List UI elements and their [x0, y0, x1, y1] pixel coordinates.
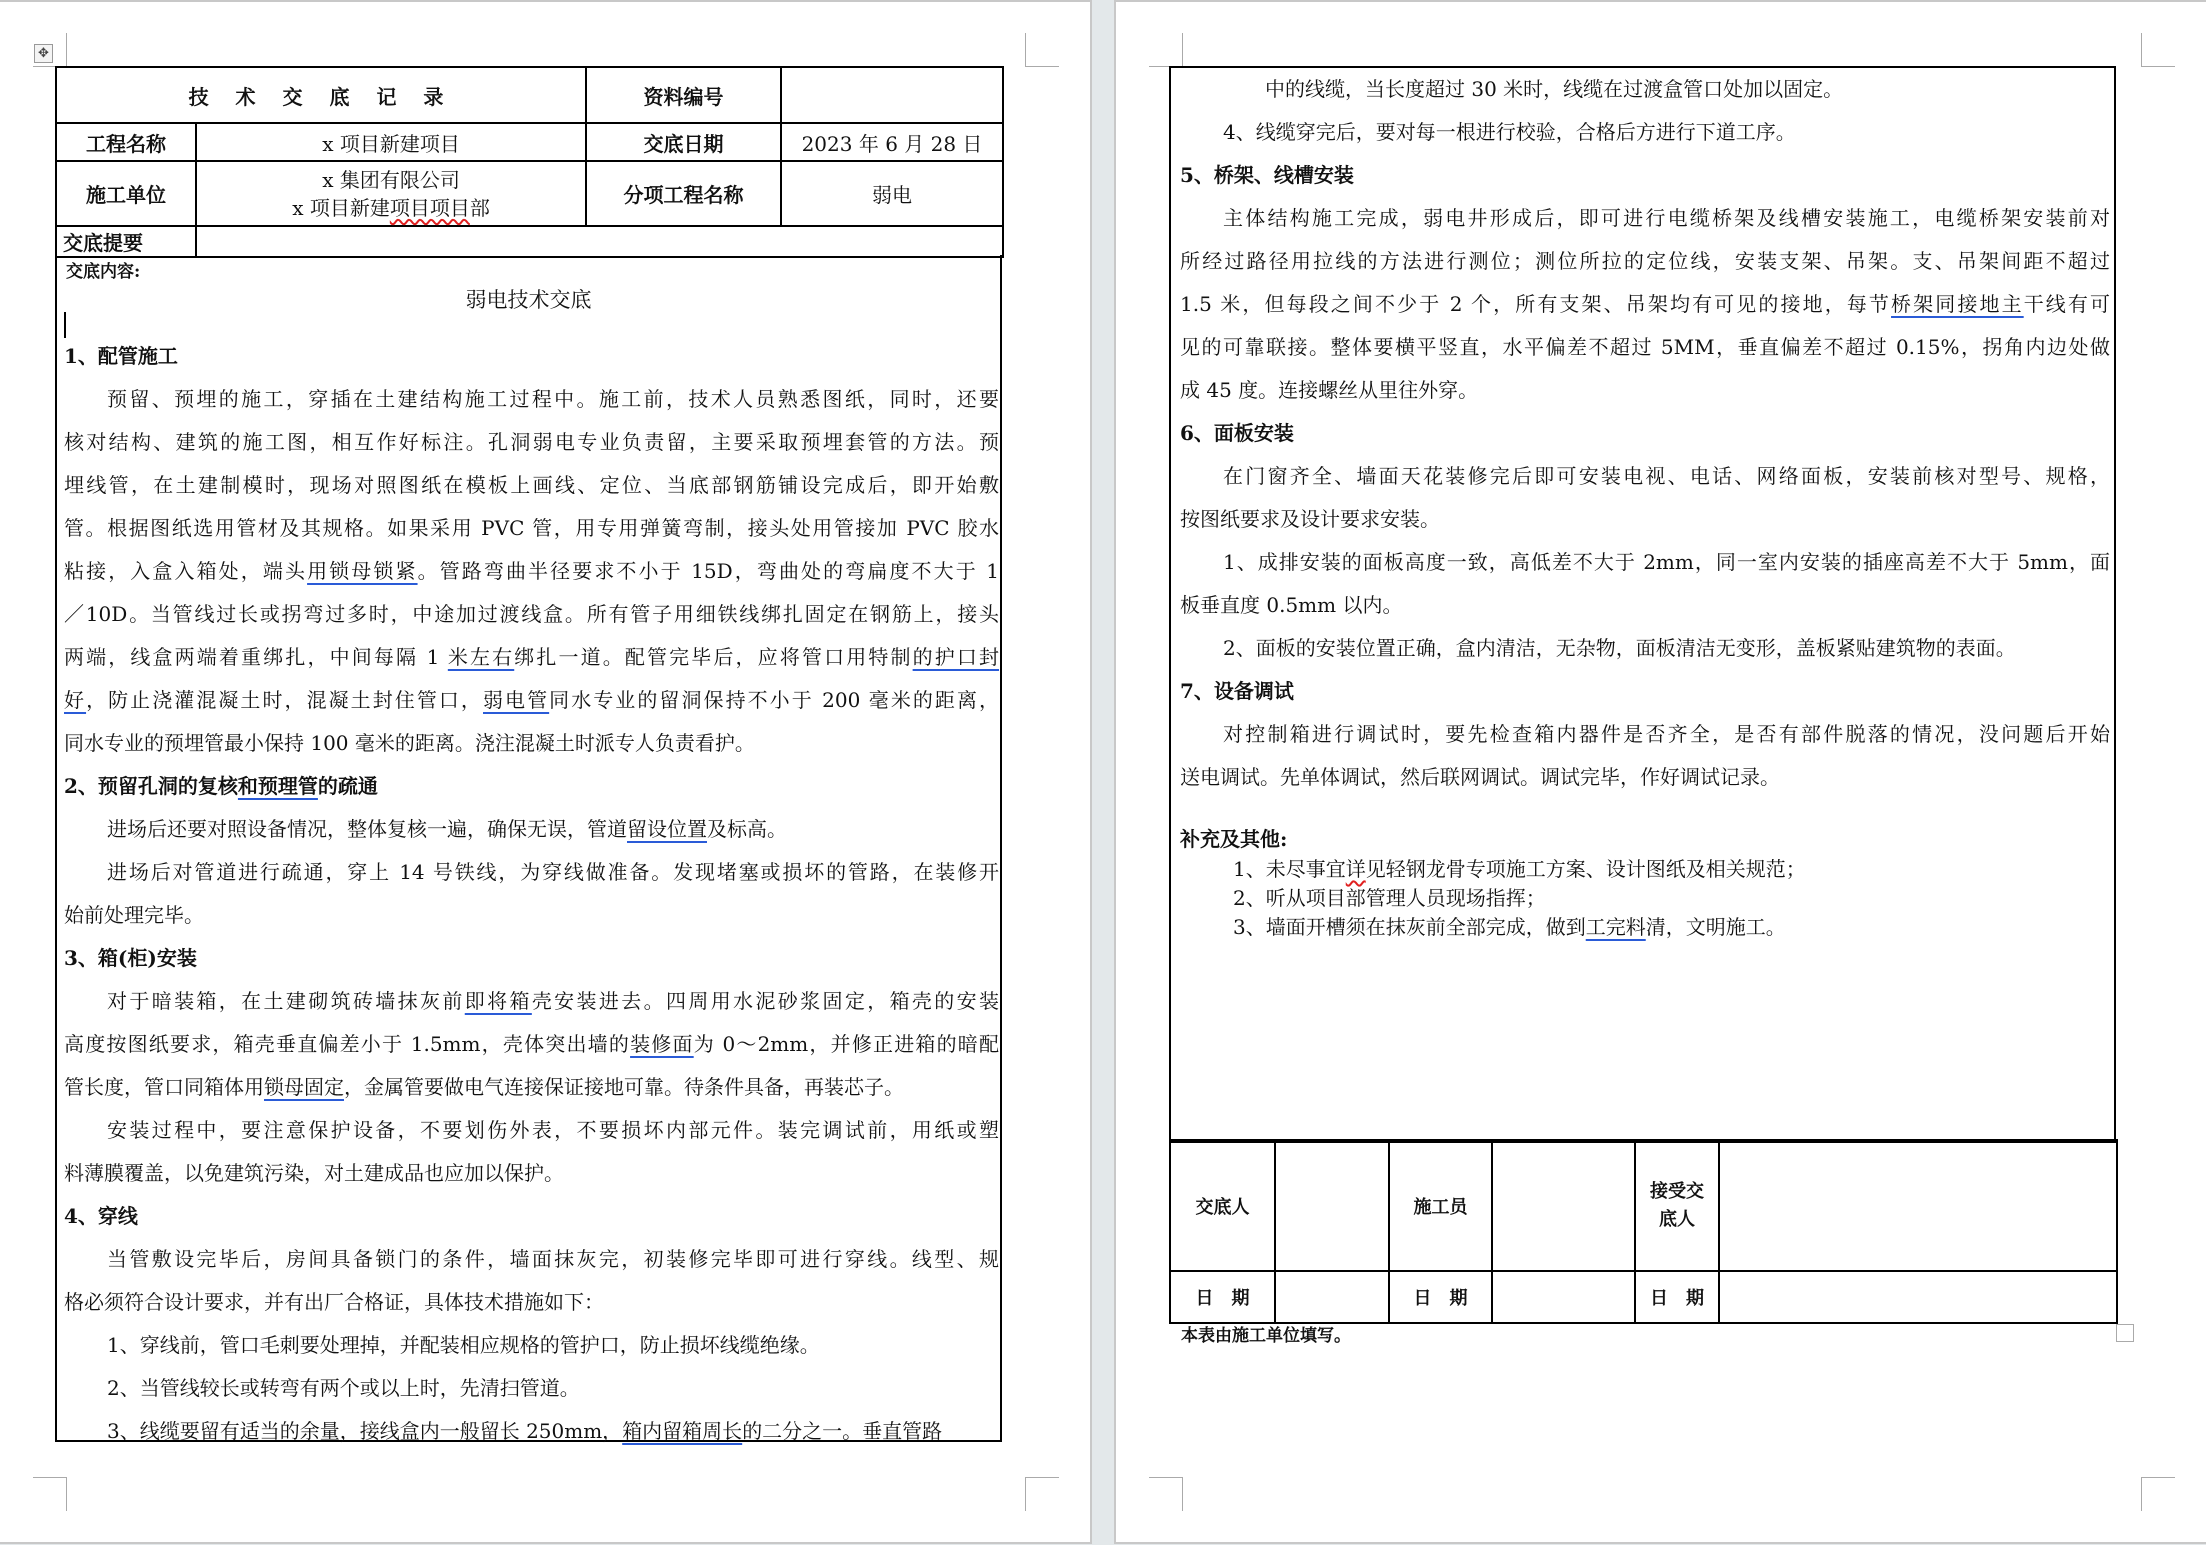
paragraph-line: 料薄膜覆盖，以免建筑污染，对土建成品也应加以保护。	[64, 1161, 564, 1185]
project-name-label: 工程名称	[56, 123, 196, 161]
section-heading: 2、预留孔洞的复核和预理管的疏通	[64, 774, 378, 798]
contractor-line2: x 项目新建项目项目部	[292, 195, 490, 220]
constructor-date[interactable]	[1492, 1271, 1635, 1323]
contractor-label: 施工单位	[56, 161, 196, 226]
paragraph-line: 送电调试。先单体调试，然后联网调试。调试完毕，作好调试记录。	[1180, 765, 1780, 789]
section-heading: 6、面板安装	[1180, 421, 1294, 445]
sub-project-label: 分项工程名称	[586, 161, 781, 226]
paragraph-line: 高度按图纸要求，箱壳垂直偏差小于 1.5mm，壳体突出墙的装修面为 0～2mm，并修正进箱的暗配	[64, 1032, 1000, 1056]
footer-note: 本表由施工单位填写。	[1181, 1326, 1351, 1346]
margin-corner-mark	[1025, 33, 1059, 67]
paragraph-line: 对于暗装箱，在土建砌筑砖墙抹灰前即将箱壳安装进去。四周用水泥砂浆固定，箱壳的安装	[107, 989, 1000, 1013]
margin-corner-mark	[2141, 1477, 2175, 1511]
receiver-signature[interactable]	[1719, 1140, 2117, 1271]
supplement-item: 1、未尽事宜详见轻钢龙骨专项施工方案、设计图纸及相关规范；	[1233, 857, 1806, 881]
record-title: 技 术 交 底 记 录	[56, 67, 586, 123]
paragraph-line: 对控制箱进行调试时，要先检查箱内器件是否齐全，是否有部件脱落的情况，没问题后开始	[1223, 722, 2110, 746]
paragraph-line: 进场后对管道进行疏通，穿上 14 号铁线，为穿线做准备。发现堵塞或损坏的管路，在装修开	[107, 860, 999, 884]
receiver-date-label: 日 期	[1635, 1271, 1719, 1323]
paragraph-line: 在门窗齐全、墙面天花装修完后即可安装电视、电话、网络面板，安装前核对型号、规格，	[1223, 464, 2110, 488]
summary-value[interactable]	[196, 226, 1003, 257]
paragraph-line: 安装过程中，要注意保护设备，不要划伤外表，不要损坏内部元件。装完调试前，用纸或塑	[107, 1118, 999, 1142]
paragraph-line: 管长度，管口同箱体用锁母固定，金属管要做电气连接保证接地可靠。待条件具备，再装芯子。	[64, 1075, 904, 1099]
margin-corner-mark	[1149, 1477, 1183, 1511]
paragraph-line: 粘接，入盒入箱处，端头用锁母锁紧。管路弯曲半径要求不小于 15D，弯曲处的弯扁度不大于 1	[64, 559, 1000, 583]
paragraph-line: 中的线缆，当长度超过 30 米时，线缆在过渡盒管口处加以固定。	[1265, 77, 1844, 101]
paragraph-line: 2、面板的安装位置正确，盒内清洁，无杂物，面板清洁无变形，盖板紧贴建筑物的表面。	[1223, 636, 2016, 660]
page-left	[0, 0, 1092, 1544]
constructor-date-label: 日 期	[1389, 1271, 1492, 1323]
supplement-label: 补充及其他:	[1180, 827, 1288, 851]
paragraph-line: 两端，线盒两端着重绑扎，中间每隔 1 米左右绑扎一道。配管完毕后，应将管口用特制的护口封	[64, 645, 1000, 669]
constructor-signature[interactable]	[1492, 1140, 1635, 1271]
paragraph-line: 2、当管线较长或转弯有两个或以上时，先清扫管道。	[107, 1376, 580, 1400]
margin-corner-mark	[33, 1477, 67, 1511]
section-heading: 4、穿线	[64, 1204, 138, 1228]
doc-no-value[interactable]	[781, 67, 1003, 123]
constructor-label: 施工员	[1389, 1140, 1492, 1271]
supplement-item: 3、墙面开槽须在抹灰前全部完成，做到工完料清，文明施工。	[1233, 915, 1786, 939]
paragraph-line: 所经过路径用拉线的方法进行测位；测位所拉的定位线，安装支架、吊架。支、吊架间距不超过	[1180, 249, 2110, 273]
paragraph-line: 好，防止浇灌混凝土时，混凝土封住管口，弱电管同水专业的留洞保持不小于 200 毫米的距离，	[64, 688, 1000, 712]
signature-table	[1169, 1139, 2118, 1324]
receiver-date[interactable]	[1719, 1271, 2117, 1323]
section-heading: 3、箱(柜)安装	[64, 946, 197, 970]
margin-corner-mark	[1149, 33, 1183, 67]
margin-corner-mark	[1025, 1477, 1059, 1511]
presenter-date-label: 日 期	[1170, 1271, 1275, 1323]
paragraph-line: 成 45 度。连接螺丝从里往外穿。	[1180, 378, 1479, 402]
summary-label: 交底提要	[56, 226, 196, 257]
paragraph-line: 见的可靠联接。整体要横平竖直，水平偏差不超过 5MM，垂直偏差不超过 0.15%，拐角内边处做	[1180, 335, 2110, 359]
date-value[interactable]: 2023 年 6 月 28 日	[781, 123, 1003, 161]
header-table	[55, 66, 1004, 258]
section-heading: 7、设备调试	[1180, 679, 1294, 703]
paragraph-line: 当管敷设完毕后，房间具备锁门的条件，墙面抹灰完，初装修完毕即可进行穿线。线型、规	[107, 1247, 999, 1271]
contractor-value[interactable]	[196, 161, 586, 226]
presenter-date[interactable]	[1275, 1271, 1389, 1323]
sub-project-value[interactable]: 弱电	[781, 161, 1003, 226]
table-move-handle-icon[interactable]: ✥	[34, 44, 53, 63]
paragraph-line: 埋线管，在土建制模时，现场对照图纸在模板上画线、定位、当底部钢筋铺设完成后，即开始敷	[64, 473, 999, 497]
doc-no-label: 资料编号	[586, 67, 781, 123]
content-label: 交底内容:	[66, 262, 141, 282]
paragraph-line: 核对结构、建筑的施工图，相互作好标注。孔洞弱电专业负责留，主要采取预埋套管的方法。预	[64, 430, 999, 454]
project-name-value[interactable]: x 项目新建项目	[196, 123, 586, 161]
paragraph-line: 3、线缆要留有适当的余量，接线盒内一般留长 250mm，箱内留箱周长的二分之一。垂直管路	[107, 1419, 943, 1443]
paragraph-line: 进场后还要对照设备情况，整体复核一遍，确保无误，管道留设位置及标高。	[107, 817, 787, 841]
paragraph-line: 同水专业的预埋管最小保持 100 毫米的距离。浇注混凝土时派专人负责看护。	[64, 731, 755, 755]
paragraph-line: 1、成排安装的面板高度一致，高低差不大于 2mm，同一室内安装的插座高差不大于 5mm，面	[1223, 550, 2110, 574]
paragraph-line: 板垂直度 0.5mm 以内。	[1180, 593, 1403, 617]
contractor-line1: x 集团有限公司	[322, 167, 460, 192]
section-heading: 1、配管施工	[64, 344, 178, 368]
doc-title: 弱电技术交底	[465, 288, 592, 312]
paragraph-line: 预留、预埋的施工，穿插在土建结构施工过程中。施工前，技术人员熟悉图纸，同时，还要	[107, 387, 999, 411]
supplement-item: 2、听从项目部管理人员现场指挥；	[1233, 886, 1546, 910]
paragraph-line: 主体结构施工完成，弱电井形成后，即可进行电缆桥架及线槽安装施工，电缆桥架安装前对	[1223, 206, 2110, 230]
paragraph-line: 4、线缆穿完后，要对每一根进行校验，合格后方进行下道工序。	[1223, 120, 1796, 144]
presenter-signature[interactable]	[1275, 1140, 1389, 1271]
paragraph-line: 1.5 米，但每段之间不少于 2 个，所有支架、吊架均有可见的接地，每节桥架同接地主干线有可	[1180, 292, 2111, 316]
paragraph-line: 管。根据图纸选用管材及其规格。如果采用 PVC 管，用专用弹簧弯制，接头处用管接加 PVC 胶水	[64, 516, 999, 540]
text-caret	[64, 312, 66, 338]
paragraph-line: 始前处理完毕。	[64, 903, 204, 927]
table-resize-handle[interactable]	[2116, 1324, 2134, 1342]
paragraph-line: ／10D。当管线过长或拐弯过多时，中途加过渡线盒。所有管子用细铁线绑扎固定在钢筋上，接头	[64, 602, 999, 626]
paragraph-line: 按图纸要求及设计要求安装。	[1180, 507, 1440, 531]
margin-corner-mark	[2141, 33, 2175, 67]
date-label: 交底日期	[586, 123, 781, 161]
section-heading: 5、桥架、线槽安装	[1180, 163, 1354, 187]
paragraph-line: 格必须符合设计要求，并有出厂合格证，具体技术措施如下：	[64, 1290, 604, 1314]
paragraph-line: 1、穿线前，管口毛刺要处理掉，并配装相应规格的管护口，防止损坏线缆绝缘。	[107, 1333, 820, 1357]
presenter-label: 交底人	[1170, 1140, 1275, 1271]
receiver-label: 接受交 底人	[1635, 1140, 1719, 1271]
